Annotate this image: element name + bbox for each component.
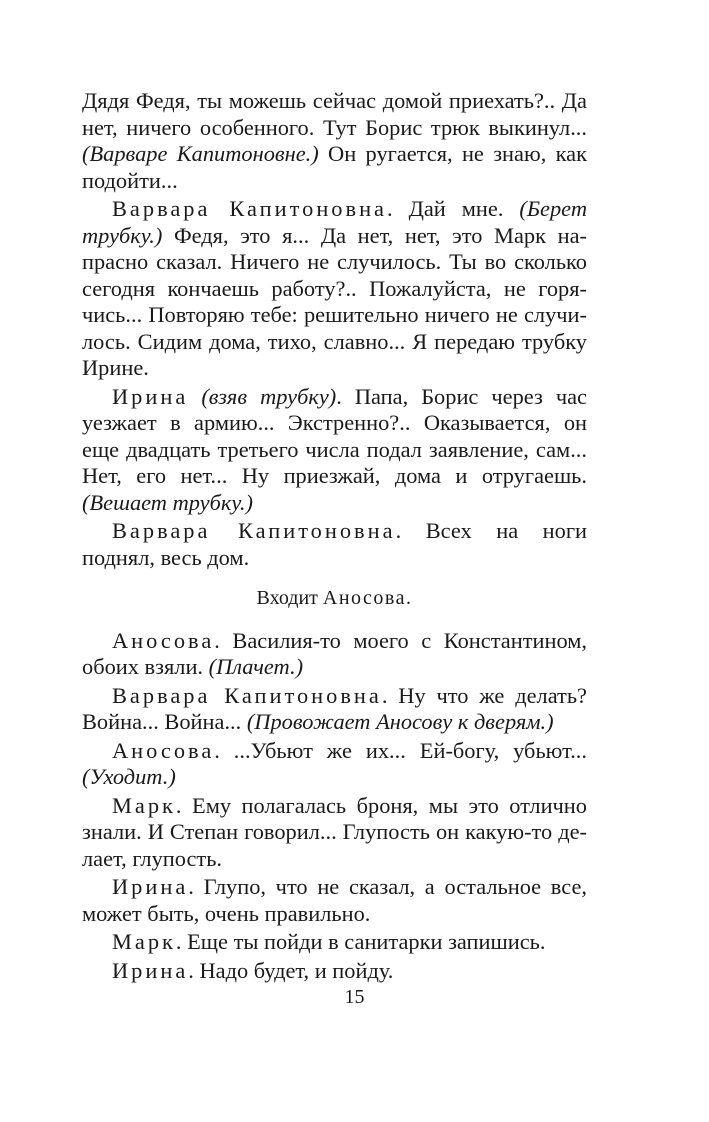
dialogue-paragraph [82,628,587,681]
speaker-name: Марк [112,929,176,954]
speech-text: . ...Убьют же их... Ей-богу, убьют... [214,737,587,763]
stage-entrance [82,585,587,612]
dialogue-paragraph [82,683,587,736]
speech-text: . Всех на ноги поднял, весь дом. [82,518,588,570]
speaker-name: Варвара Капитоновна [112,682,382,708]
speaker-name: Варвара Капитоновна [112,196,387,221]
entrance-verb: Входит [256,587,318,609]
speaker-name: Ирина [112,874,189,899]
speech-text: . Ну что же делать? Война... Война... [82,682,587,734]
speech-text: Дядя Федя, ты можешь сейчас домой приехать?.. Да нет, ничего особенного. Тут Борис трюк выкинул... [82,88,587,140]
speaker-name: Аносова [112,627,215,653]
dialogue-paragraph [82,874,587,927]
dialogue-paragraph [82,518,587,571]
speaker-name: Аносова [112,737,215,763]
stage-direction: (взяв трубку) [201,383,337,409]
speaker-name: Варвара Капитоновна [112,518,396,543]
speaker-name: Марк [112,792,176,818]
speech-text: . Василия-то моего с Константином, обоих взяли. [82,627,587,679]
dialogue-paragraph [82,929,587,956]
speaker-name: Ирина [112,383,189,409]
stage-direction: (Провожает Аносову к дверям.) [246,709,554,734]
speech-text: . Надо будет, и пойду. [188,957,394,983]
stage-direction: (Плачет.) [208,654,304,679]
speech-text: Он ругается, не знаю, как подойти... [82,141,587,193]
page-body [82,88,587,984]
speech-text: . Еще ты пойди в санитарки запишись. [175,929,546,954]
dialogue-paragraph [82,958,587,985]
dialogue-paragraph [82,88,587,194]
stage-direction: (Берет трубку.) [82,196,587,248]
stage-direction: (Вешает трубку.) [82,489,253,515]
dialogue-block-after-entrance [82,628,587,985]
speech-text: . Ему полагалась броня, мы это отлично знали. И Степан говорил... Глупость он какую-то делает, глупость. [82,792,587,871]
stage-direction: (Варваре Капитоновне.) [82,141,319,166]
speech-text: . Дай мне. [387,196,520,221]
dialogue-paragraph [82,384,587,517]
speech-text: Федя, это я... Да нет, нет, это Марк напрасно сказал. Ничего не случилось. Ты во сколько сегодня кончаешь работу?.. Пожалуйста, не горячись... Повторяю тебе: решительно ничего не случилось. Сидим дома, тихо, славно... Я передаю трубку Ирине. [82,222,587,380]
dialogue-paragraph [82,793,587,873]
dialogue-paragraph [82,196,587,382]
speech-text: . Глупо, что не сказал, а остальное все, может быть, очень правильно. [82,874,587,926]
entrance-character: Аносова. [322,587,413,609]
page-number: 15 [344,986,365,1008]
speech-text [188,384,201,409]
speaker-name: Ирина [112,957,189,983]
stage-direction: (Уходит.) [82,764,176,789]
speech-text: . Папа, Борис через час уезжает в армию... Экстренно?.. Оказывается, он еще двадцать третьего числа подал заявление, сам... Нет, его нет... Ну приезжай, дома и отругаешь. [82,383,587,488]
dialogue-block-before-entrance [82,88,587,571]
dialogue-paragraph [82,738,587,791]
